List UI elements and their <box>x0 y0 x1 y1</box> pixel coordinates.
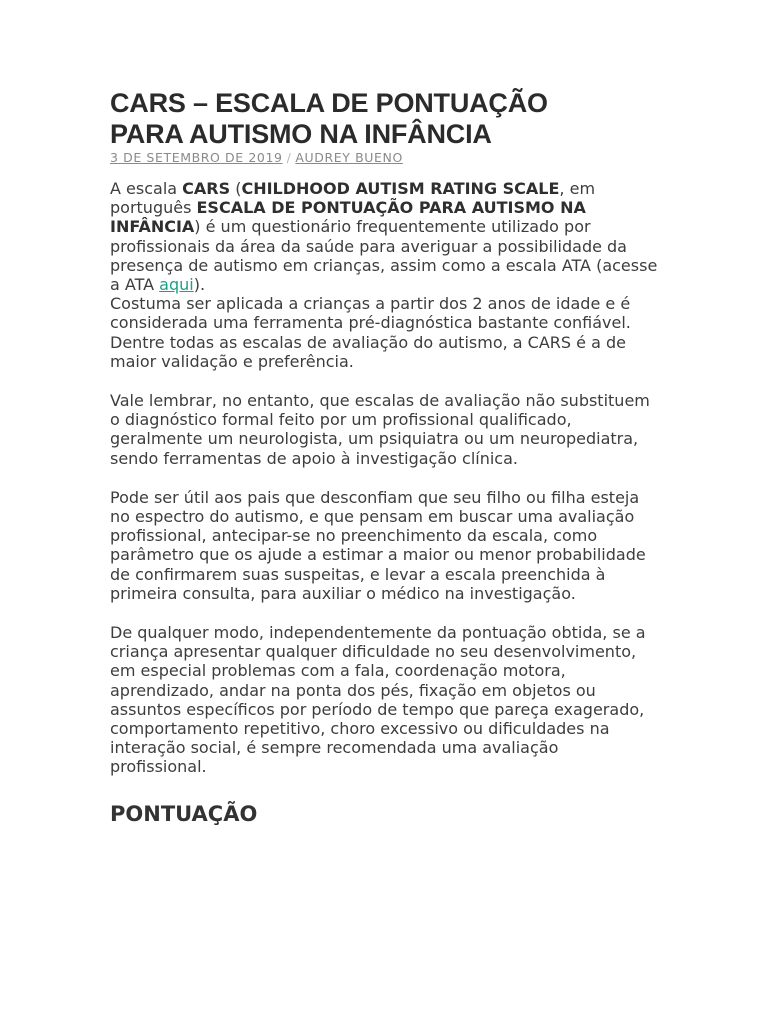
intro-text-3: , em português <box>110 179 596 218</box>
paragraph-3: Pode ser útil aos pais que desconfiam que seu filho ou filha esteja no espectro do autismo, e que pensam em buscar uma avaliação profissional, antecipar-se no preenchimento da escala, como parâmetro que os ajude a estimar a maior ou menor probabilidade de confirmarem suas suspeitas, e levar a escala preenchida à primeira consulta, para auxiliar o médico na investigação. <box>110 487 646 603</box>
intro-text-2: ( <box>230 179 242 198</box>
intro-bold-portuguese-name: ESCALA DE PONTUAÇÃO PARA AUTISMO NA INFÂNCIA <box>110 198 586 237</box>
post-date-link[interactable]: 3 DE SETEMBRO DE 2019 <box>110 150 283 165</box>
paragraph-2: Vale lembrar, no entanto, que escalas de avaliação não substituem o diagnóstico formal feito por um profissional qualificado, geralmente um neurologista, um psiquiatra ou um neuropediatra, sendo ferramentas de apoio à investigação clínica. <box>110 391 650 468</box>
intro-paragraph <box>110 179 660 371</box>
page-title <box>110 88 660 150</box>
title-line-1: CARS – ESCALA DE PONTUAÇÃO <box>110 88 548 118</box>
author-link[interactable]: AUDREY BUENO <box>295 150 403 165</box>
intro-text-1: A escala <box>110 179 183 198</box>
ata-link[interactable]: aqui <box>159 275 194 295</box>
article <box>110 88 660 827</box>
intro-text-5: ). <box>193 275 206 295</box>
title-line-2: PARA AUTISMO NA INFÂNCIA <box>110 119 492 149</box>
meta-separator: / <box>286 150 292 165</box>
section-heading-pontuacao: PONTUAÇÃO <box>110 801 258 826</box>
paragraph-4: De qualquer modo, independentemente da pontuação obtida, se a criança apresentar qualquer dificuldade no seu desenvolvimento, em especial problemas com a fala, coordenação motora, aprendizado, andar na ponta dos pés, fixação em objetos ou assuntos específicos por período de tempo que pareça exagerado, comportamento repetitivo, choro excessivo ou dificuldades na interação social, é sempre recomendada uma avaliação profissional. <box>110 623 646 777</box>
intro-bold-cars: CARS <box>182 179 231 198</box>
post-meta <box>110 151 660 165</box>
intro-bold-english-name: CHILDHOOD AUTISM RATING SCALE <box>241 179 560 198</box>
intro-text-4: ) é um questionário frequentemente utilizado por profissionais da área da saúde para averiguar a possibilidade da presença de autismo em crianças, assim como a escala ATA (acesse a ATA <box>110 217 658 295</box>
intro-paragraph-continued: Costuma ser aplicada a crianças a partir dos 2 anos de idade e é considerada uma ferramenta pré-diagnóstica bastante confiável. Dentre todas as escalas de avaliação do autismo, a CARS é a de maior validação e preferência. <box>110 294 631 371</box>
